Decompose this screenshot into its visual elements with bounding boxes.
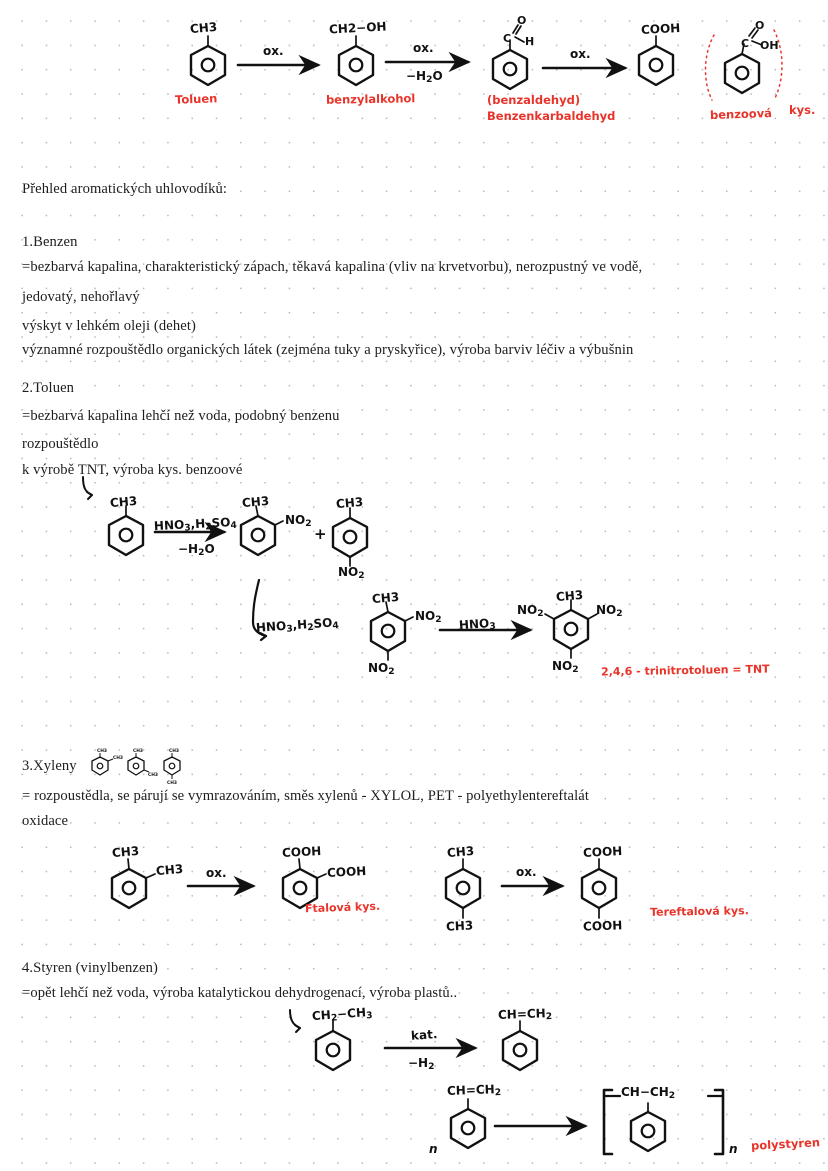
ortho-xylene-ch3-side: CH3	[155, 861, 184, 879]
arrow-label-ox-1: ox.	[263, 44, 284, 58]
polystyrene-repeat-sub: $CH-CH_2$	[621, 1085, 676, 1101]
intermediate-no2-side: $NO_2$	[415, 609, 442, 625]
svg-text:CH3: CH3	[113, 756, 123, 761]
phthalic-cooh-side: COOH	[326, 863, 367, 881]
para-xylene-icon	[164, 753, 180, 779]
polystyrene-n-left: n	[429, 1142, 438, 1156]
benzen-line-3: výskyt v lehkém oleji (dehet)	[22, 318, 196, 334]
label-acid-detail-oh: OH	[760, 39, 779, 52]
ortho-product-no2: $NO_2$	[285, 513, 312, 529]
tnt-ch3: CH3	[555, 587, 584, 605]
annotation-kys: kys.	[789, 103, 816, 117]
section-title-toluen: 2.Toluen	[22, 380, 75, 396]
annotation-tereftalova-kys: Tereftalová kys.	[649, 904, 749, 919]
section-title-styren: 4.Styren (vinylbenzen)	[22, 960, 158, 976]
tnt-no2-right: $NO_2$	[596, 603, 623, 619]
nitration-plus-sign: +	[314, 525, 327, 543]
styrene-arrow-kat: kat.	[410, 1027, 438, 1043]
annotation-benzenkarbaldehyd: Benzenkarbaldehyd	[487, 109, 616, 123]
intermediate-no2-bottom: $NO_2$	[368, 661, 395, 677]
polystyrene-reactant-sub: $CH=CH_2$	[446, 1082, 502, 1099]
styren-line-1: =opět lehčí než voda, výroba katalytickou dehydrogenací, výroba plastů..	[22, 985, 458, 1001]
ethylbenzene-sub: $CH_2-CH_3$	[311, 1005, 373, 1024]
nitration3-reagent: $HNO_3$	[458, 616, 497, 633]
annotation-ftalova-kys: Ftalová kys.	[304, 899, 381, 916]
label-acid-detail-c: C	[741, 37, 750, 50]
svg-text:CH3: CH3	[148, 773, 158, 778]
nitration-reactant-ch3: CH3	[109, 493, 138, 511]
toluen-line-3: k výrobě TNT, výroba kys. benzoové	[22, 462, 243, 478]
para-xylene-ch3-top: CH3	[446, 843, 475, 861]
annotation-tnt: 2,4,6 - trinitrotoluen = TNT	[600, 662, 770, 679]
intermediate-ch3: CH3	[371, 589, 400, 607]
svg-text:CH3: CH3	[97, 749, 107, 754]
phthalic-cooh-top: COOH	[281, 843, 322, 861]
annotation-benzoova: benzoová	[709, 105, 773, 123]
xylene-arrow-ox-2: ox.	[516, 865, 537, 879]
svg-text:CH3: CH3	[167, 781, 177, 786]
toluen-line-2: rozpouštědlo	[22, 436, 99, 452]
arrow-label-minus-h2o: $-H_2O$	[406, 69, 443, 85]
benzen-line-2: jedovatý, nehořlavý	[22, 289, 140, 305]
label-aldehyde-o: O	[517, 14, 527, 27]
svg-text:CH3: CH3	[169, 749, 179, 754]
ortho-xylene-icon	[92, 753, 113, 775]
label-benzylalcohol-ch2oh: CH2−OH	[328, 19, 387, 37]
para-product-no2: $NO_2$	[338, 565, 365, 581]
meta-xylene-icon	[128, 753, 149, 775]
label-toluene-ch3: CH3	[189, 19, 218, 37]
para-product-ch3: CH3	[335, 494, 364, 512]
nitration-reagent-above: $HNO_3,H_2SO_4$	[153, 515, 238, 534]
toluen-line-1: =bezbarvá kapalina lehčí než voda, podobný benzenu	[22, 408, 340, 424]
scheme-polystyrene	[0, 1078, 828, 1170]
xylene-arrow-ox-1: ox.	[206, 866, 227, 880]
xylene-isomer-icons	[88, 746, 198, 786]
tnt-no2-bottom: $NO_2$	[552, 659, 579, 675]
section-title-xyleny: 3.Xyleny	[22, 758, 77, 774]
annotation-polystyren: polystyren	[750, 1135, 821, 1153]
annotation-benzylalkohol: benzylalkohol	[325, 91, 416, 107]
arrow-label-ox-2: ox.	[413, 41, 434, 55]
polystyrene-n-right: n	[729, 1142, 738, 1156]
para-xylene-ch3-bottom: CH3	[445, 918, 474, 934]
nitration2-reagent: $HNO_3,H_2SO_4$	[255, 615, 340, 635]
annotation-benzaldehyd: (benzaldehyd)	[487, 93, 581, 107]
label-aldehyde-h: H	[525, 35, 535, 48]
xyleny-line-2: oxidace	[22, 813, 69, 829]
label-benzoic-cooh: COOH	[640, 20, 681, 38]
label-acid-detail-o: O	[755, 19, 765, 32]
xyleny-line-1: = rozpoustědla, se párují se vymrazováním, směs xylenů - XYLOL, PET - polyethylentereftalát	[22, 788, 590, 804]
tnt-no2-left: $NO_2$	[517, 603, 544, 619]
section-title-benzen: 1.Benzen	[22, 234, 78, 250]
ortho-xylene-ch3-top: CH3	[111, 843, 140, 861]
terephthalic-cooh-bottom: COOH	[582, 918, 623, 934]
benzen-line-4: významné rozpouštědlo organických látek (zejména tuky a pryskyřice), výroba barviv léčiv a výbušnin	[22, 342, 634, 358]
terephthalic-cooh-top: COOH	[582, 843, 623, 861]
label-aldehyde-c: C	[503, 32, 512, 45]
page-title: Přehled aromatických uhlovodíků:	[22, 181, 228, 197]
svg-text:CH3: CH3	[133, 749, 143, 754]
styrene-sub: $CH=CH_2$	[497, 1006, 553, 1023]
styrene-arrow-minus-h2: $-H_2$	[408, 1056, 435, 1072]
arrow-label-ox-3: ox.	[570, 47, 591, 61]
annotation-toluen: Toluen	[174, 91, 218, 107]
benzen-line-1: =bezbarvá kapalina, charakteristický zápach, těkavá kapalina (vliv na krvetvorbu), nerozpustný ve vodě,	[22, 259, 643, 275]
nitration-reagent-below: $-H_2O$	[178, 542, 215, 558]
ortho-product-ch3: CH3	[241, 493, 270, 511]
